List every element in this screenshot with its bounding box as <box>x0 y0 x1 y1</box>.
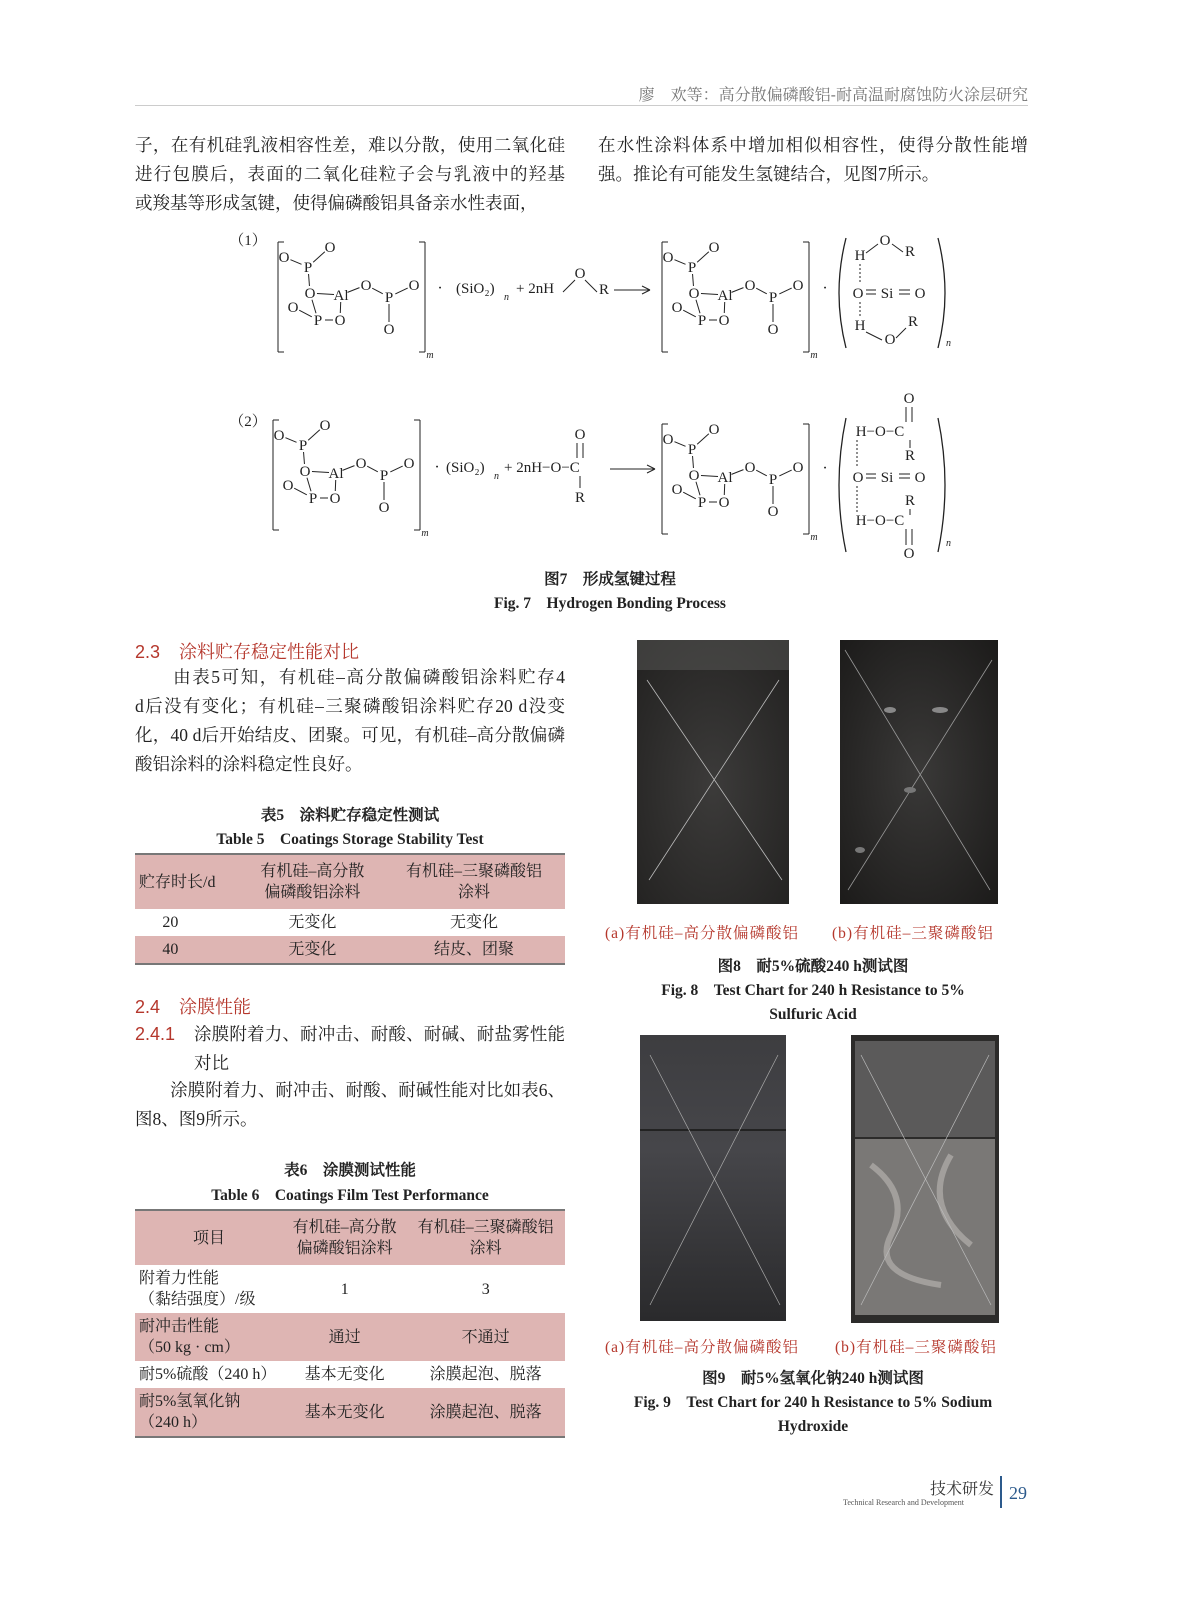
column-header: 有机硅–高分散 偏磷酸铝涂料 <box>242 854 383 909</box>
text-line: 酸铝涂料的涂料稳定性良好。 <box>135 754 363 774</box>
table-cell: 结皮、团聚 <box>383 936 565 964</box>
fig9b-photo <box>851 1035 999 1323</box>
atom-label: P <box>303 260 313 276</box>
atom-label: O <box>688 286 700 302</box>
fig9a-photo <box>640 1035 786 1321</box>
bond-line <box>642 290 650 294</box>
sio2-group: (SiO₂) <box>446 460 485 476</box>
atom-label: O <box>671 482 683 498</box>
atom-label: O <box>304 286 316 302</box>
bond-line <box>896 328 906 338</box>
fig7-caption-cn: 图7 形成氢键过程 <box>544 571 676 588</box>
atom-label: P <box>768 290 778 306</box>
text-line: 对比 <box>194 1053 229 1073</box>
fig9b-label: (b)有机硅–三聚磷酸铝 <box>835 1339 997 1356</box>
bond-line <box>779 288 791 294</box>
bond-line <box>683 492 696 499</box>
atom-label: Al <box>717 470 733 486</box>
atom-label: P <box>313 313 323 329</box>
table-cell: 无变化 <box>450 914 499 931</box>
table-cell: 基本无变化 <box>283 1388 406 1437</box>
atom-label: Si <box>880 470 894 486</box>
atom-label: O <box>662 432 674 448</box>
fig8a-photo <box>637 640 789 904</box>
atom-label: O <box>879 233 891 249</box>
bond-line <box>701 293 718 294</box>
table-cell: 涂膜起泡、脱落 <box>429 1366 542 1383</box>
bond-line <box>683 310 696 317</box>
text-line: 图8、图9所示。 <box>135 1109 258 1129</box>
atom-label: O <box>903 391 915 407</box>
section-2-4-text <box>135 1076 565 1134</box>
atom-label: O <box>708 240 720 256</box>
atom-label: O <box>718 313 730 329</box>
bond-line <box>892 244 903 252</box>
bond-line <box>779 470 791 476</box>
table6-caption-cn: 表6 涂膜测试性能 <box>284 1162 416 1179</box>
subscript-n: n <box>946 338 951 349</box>
table-row <box>135 936 565 964</box>
atom-label: P <box>768 472 778 488</box>
atom-label: O <box>287 300 299 316</box>
table-cell: 通过 <box>283 1313 406 1361</box>
section-2-4-heading <box>135 993 251 1019</box>
table-cell: 附着力性能 （黏结强度）/级 <box>139 1270 256 1308</box>
atom-label: O <box>852 470 864 486</box>
fig8b-label: (b)有机硅–三聚磷酸铝 <box>832 925 994 942</box>
atom-label: O <box>378 500 390 516</box>
bond-line <box>290 260 301 265</box>
text-line: 化，40 d后开始结皮、团聚。可见，有机硅–高分散偏磷 <box>135 725 565 745</box>
table5-caption-cn: 表5 涂料贮存稳定性测试 <box>260 807 440 824</box>
dot: · <box>434 459 440 476</box>
running-header: 廖 欢等：高分散偏磷酸铝-耐高温耐腐蚀防火涂层研究 <box>638 87 1028 104</box>
bond-line <box>313 252 325 263</box>
header-rule <box>135 105 1028 106</box>
dot: · <box>822 460 828 477</box>
bond-line <box>299 310 312 317</box>
atom-label: O <box>792 460 804 476</box>
bond-line <box>697 434 709 445</box>
table-row <box>135 1265 565 1313</box>
column-header: 有机硅–高分散 偏磷酸铝涂料 <box>283 1210 406 1265</box>
atom-label: O <box>403 456 415 472</box>
atom-label: O <box>329 491 341 507</box>
intro-left-text <box>135 131 565 218</box>
bond-line <box>390 466 402 472</box>
column-header: 有机硅–三聚磷酸铝 涂料 <box>383 854 565 909</box>
atom-label: O <box>324 240 336 256</box>
table-cell: 不通过 <box>406 1313 565 1361</box>
fig7-caption-en: Fig. 7 Hydrogen Bonding Process <box>494 595 726 612</box>
paren-left <box>839 418 846 552</box>
atom-label: R <box>904 448 916 464</box>
atom-label: R <box>574 490 586 506</box>
atom-label: R <box>598 282 610 298</box>
bond-line <box>647 469 655 473</box>
atom-label: O <box>299 464 311 480</box>
table-cell: 20 <box>162 914 179 931</box>
atom-label: O <box>574 266 586 282</box>
sio2-group: (SiO₂) <box>456 281 495 297</box>
atom-label: H <box>854 318 866 334</box>
section-title: 涂膜性能 <box>179 997 251 1017</box>
atom-label: O <box>767 322 779 338</box>
atom-label: P <box>697 495 707 511</box>
bond-line <box>731 288 743 293</box>
atom-label: O <box>744 278 756 294</box>
atom-label: O <box>671 300 683 316</box>
table-row <box>135 909 565 936</box>
atom-label: P <box>384 290 394 306</box>
atom-label: Al <box>333 288 349 304</box>
atom-label: O <box>688 468 700 484</box>
fig8-caption-en: Fig. 8 Test Chart for 240 h Resistance to 5% Sulfuric Acid <box>661 982 965 1023</box>
column-header: 贮存时长/d <box>135 854 242 909</box>
table6-caption-en: Table 6 Coatings Film Test Performance <box>211 1187 489 1204</box>
bond-line <box>701 475 718 476</box>
paren-left <box>839 238 846 348</box>
atom-label: O <box>852 286 864 302</box>
bond-line <box>585 280 597 292</box>
atom-label: O <box>319 418 331 434</box>
table-cell: 耐5%氢氧化钠 （240 h） <box>135 1388 283 1437</box>
bond-line <box>642 286 650 290</box>
atom-label: O <box>408 278 420 294</box>
table-cell: 涂膜起泡、脱落 <box>406 1388 565 1437</box>
bond-line <box>294 488 307 495</box>
text-line: 强。推论有可能发生氢键结合，见图7所示。 <box>598 164 940 184</box>
bond-line <box>674 442 685 447</box>
atom-label: O <box>914 286 926 302</box>
atom-label: P <box>697 313 707 329</box>
text-line: 涂膜附着力、耐冲击、耐酸、耐碱、耐盐雾性能 <box>194 1024 565 1044</box>
table-cell: 1 <box>340 1280 349 1298</box>
footer-divider <box>1000 1476 1002 1508</box>
table-cell: 基本无变化 <box>304 1366 385 1383</box>
atom-label: O <box>718 495 730 511</box>
atom-label: P <box>687 442 697 458</box>
subscript-m: m <box>426 350 434 361</box>
table-cell: 3 <box>481 1280 490 1298</box>
bond-line <box>756 288 767 294</box>
subscript-n: n <box>494 471 499 482</box>
section-title: 涂料贮存稳定性能对比 <box>179 642 359 662</box>
atom-label: O <box>744 460 756 476</box>
section-number: 2.3 <box>135 642 161 662</box>
table-cell: 耐冲击性能 （50 kg · cm） <box>135 1313 283 1361</box>
atom-label: O <box>903 546 915 562</box>
table5-caption-en: Table 5 Coatings Storage Stability Test <box>216 831 484 848</box>
atom-label: P <box>687 260 697 276</box>
atom-label: O <box>282 478 294 494</box>
atom-label: R <box>904 244 916 260</box>
text-line: 子，在有机硅乳液相容性差，难以分散，使用二氧化硅 <box>135 135 565 155</box>
bond-line <box>312 471 329 472</box>
reaction-1-label: （1） <box>229 233 267 249</box>
reaction-2-label: （2） <box>229 414 267 430</box>
text-line: 由表5可知，有机硅–高分散偏磷酸铝涂料贮存4 <box>135 667 565 687</box>
subscript-n: n <box>504 292 509 303</box>
fig8b-photo <box>840 640 998 904</box>
table-row <box>135 1388 565 1437</box>
bond-line <box>866 244 878 253</box>
bond-line <box>342 466 354 471</box>
atom-label: O <box>767 504 779 520</box>
subsection-number: 2.4.1 <box>135 1024 176 1044</box>
text-line: 或羧基等形成氢键，使得偏磷酸铝具备亲水性表面， <box>135 193 538 213</box>
subscript-m: m <box>421 528 429 539</box>
bond-line <box>367 466 378 472</box>
table-cell: 40 <box>135 936 242 964</box>
text-line: d后没有变化；有机硅–三聚磷酸铝涂料贮存20 d没变 <box>135 696 565 716</box>
section-number: 2.4 <box>135 997 161 1017</box>
fig9-caption-cn: 图9 耐5%氢氧化钠240 h测试图 <box>702 1370 924 1387</box>
paren-right <box>938 238 945 348</box>
bond-line <box>308 430 320 441</box>
table-header-row <box>135 1210 565 1265</box>
atom-label: O <box>884 332 896 348</box>
atom-label: Si <box>880 286 894 302</box>
page-number: 29 <box>1009 1483 1027 1503</box>
table-cell: 无变化 <box>242 936 383 964</box>
fig9a-label: (a)有机硅–高分散偏磷酸铝 <box>605 1339 799 1356</box>
atom-label: P <box>298 438 308 454</box>
atom-label: O <box>383 322 395 338</box>
subscript-m: m <box>810 350 818 361</box>
atom-label: O <box>334 313 346 329</box>
bond-line <box>563 280 575 292</box>
dot: · <box>437 280 443 297</box>
column-header: 有机硅–三聚磷酸铝 涂料 <box>406 1210 565 1265</box>
subscript-m: m <box>810 532 818 543</box>
fig9-caption-en: Fig. 9 Test Chart for 240 h Resistance to 5% Sodium Hydroxide <box>633 1394 993 1435</box>
bond-line <box>756 470 767 476</box>
atom-label: O <box>708 422 720 438</box>
atom-label: O <box>792 278 804 294</box>
atom-label: P <box>308 491 318 507</box>
figure7-reaction-scheme <box>0 220 1187 570</box>
atom-label: O <box>574 427 586 443</box>
section-2-3-text <box>135 663 565 779</box>
atom-label: P <box>379 468 389 484</box>
bond-line <box>697 252 709 263</box>
atom-label: Al <box>717 288 733 304</box>
atom-label: H <box>854 248 866 264</box>
bond-line <box>372 288 383 294</box>
bond-line <box>317 293 334 294</box>
atom-label: Al <box>328 466 344 482</box>
footer-section-cn: 技术研发 <box>930 1481 995 1498</box>
subscript-n: n <box>946 538 951 549</box>
atom-label: H−O−C <box>855 513 905 529</box>
column-header: 项目 <box>135 1210 283 1265</box>
subsection-title <box>194 1020 565 1078</box>
text-line: 在水性涂料体系中增加相似相容性，使得分散性能增 <box>598 135 1028 155</box>
intro-right-text <box>598 131 1028 189</box>
atom-label: O <box>355 456 367 472</box>
footer-section-en: Technical Research and Development <box>843 1498 964 1507</box>
bond-line <box>866 332 882 340</box>
reagent: + 2nH <box>516 281 555 297</box>
table-row <box>135 1361 565 1388</box>
atom-label: O <box>278 250 290 266</box>
paren-right <box>938 418 945 552</box>
bond-line <box>674 260 685 265</box>
atom-label: O <box>662 250 674 266</box>
table-row <box>135 1313 565 1361</box>
bond-line <box>285 438 296 443</box>
bond-line <box>347 288 359 293</box>
section-2-3-heading <box>135 638 359 664</box>
fig8a-label: (a)有机硅–高分散偏磷酸铝 <box>605 925 799 942</box>
table-cell: 耐5%硫酸（240 h） <box>139 1366 277 1383</box>
text-line: 进行包膜后，表面的二氧化硅粒子会与乳液中的羟基 <box>135 164 565 184</box>
bond-line <box>647 465 655 469</box>
atom-label: R <box>904 493 916 509</box>
table5 <box>135 853 565 965</box>
reagent: + 2nH−O−C <box>504 460 580 476</box>
atom-label: O <box>914 470 926 486</box>
bond-line <box>731 470 743 475</box>
atom-label: O <box>273 428 285 444</box>
atom-label: O <box>360 278 372 294</box>
table-header-row <box>135 854 565 909</box>
atom-label: H−O−C <box>855 424 905 440</box>
text-line: 涂膜附着力、耐冲击、耐酸、耐碱性能对比如表6、 <box>135 1080 565 1100</box>
bond-line <box>395 288 407 294</box>
table-cell: 无变化 <box>288 914 337 931</box>
dot: · <box>822 280 828 297</box>
atom-label: R <box>907 314 919 330</box>
table6 <box>135 1209 565 1438</box>
fig8-caption-cn: 图8 耐5%硫酸240 h测试图 <box>717 958 909 975</box>
